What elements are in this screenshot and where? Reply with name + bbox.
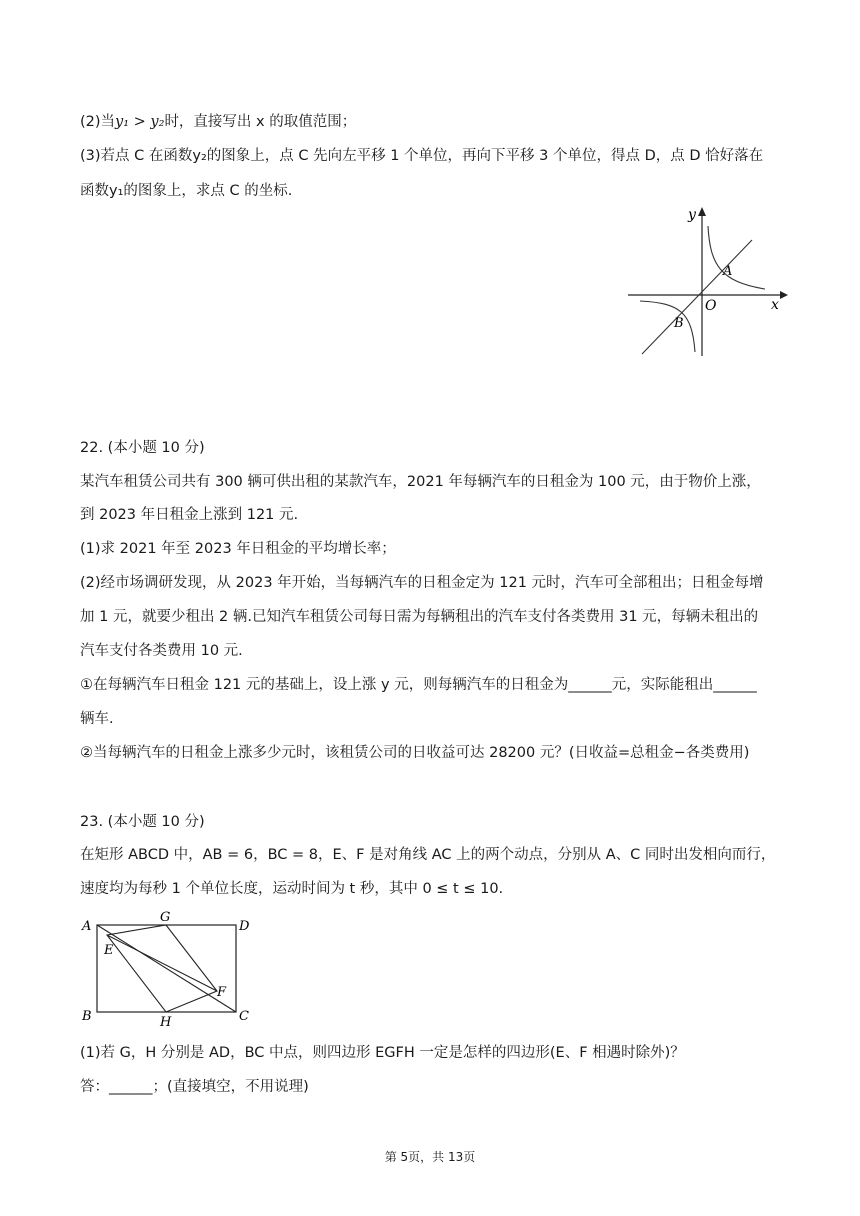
label-b: B [82,1009,92,1024]
q22-part2-line3: 汽车支付各类费用 10 元. [80,643,243,659]
segment-ef [107,935,217,991]
label-g: G [160,910,171,925]
page-footer: 第 5页，共 13页 [384,1150,476,1164]
q21-part3-line2: 函数y₁的图象上，求点 C 的坐标. [80,183,293,199]
quadrilateral-egfh [107,925,217,1012]
q21-part2 [80,112,356,132]
q22-sub1-line1: ①在每辆汽车日租金 121 元的基础上，设上涨 y 元，则每辆汽车的日租金为______元，实际能租出______ [80,677,757,693]
label-e: E [104,943,114,958]
q21-part2-prefix: (2)当 [80,114,116,130]
label-f: F [217,985,227,1000]
diagonal-ac [97,925,236,1012]
q23-answer: 答：______；(直接填空，不用说理) [80,1079,309,1095]
q22-sub1-line2: 辆车. [80,711,114,727]
q21-function-graph [620,204,790,364]
q22-part2-line1: (2)经市场调研发现，从 2023 年开始，当每辆汽车的日租金定为 121 元时，汽车可全部租出；日租金每增 [80,575,764,591]
label-c: C [239,1009,249,1024]
q23-intro-line1: 在矩形 ABCD 中，AB = 6，BC = 8，E、F 是对角线 AC 上的两个动点，分别从 A、C 同时出发相向而行， [80,847,776,863]
label-a: A [82,919,92,934]
q22-part1: (1)求 2021 年至 2023 年日租金的平均增长率； [80,541,396,557]
q21-part3-line1: (3)若点 C 在函数y₂的图象上，点 C 先向左平移 1 个单位，再向下平移 3 个单位，得点 D，点 D 恰好落在 [80,148,764,164]
label-h: H [160,1015,172,1030]
label-origin: O [705,298,717,314]
label-x: x [771,297,779,313]
hyperbola-branch-third-quadrant [640,301,695,352]
q23-header: 23. (本小题 10 分) [80,814,205,830]
linear-function-line [642,240,752,354]
q23-rectangle-figure [76,908,276,1032]
q21-part2-suffix: 时，直接写出 x 的取值范围； [164,114,357,130]
q22-sub2: ②当每辆汽车的日租金上涨多少元时，该租赁公司的日收益可达 28200 元？(日收益=总租金−各类费用) [80,745,750,761]
q23-intro-line2: 速度均为每秒 1 个单位长度，运动时间为 t 秒，其中 0 ≤ t ≤ 10. [80,881,504,897]
q22-header: 22. (本小题 10 分) [80,440,205,456]
q22-part2-line2: 加 1 元，就要少租出 2 辆.已知汽车租赁公司每日需为每辆租出的汽车支付各类费用 31 元，每辆未租出的 [80,609,759,625]
hyperbola-branch-first-quadrant [708,226,765,289]
label-point-a: A [723,264,733,279]
label-y: y [688,207,696,223]
q23-part1: (1)若 G，H 分别是 AD，BC 中点，则四边形 EGFH 一定是怎样的四边形(E、F 相遇时除外)？ [80,1045,685,1061]
label-d: D [239,919,250,934]
x-axis-arrow [780,291,788,299]
q22-intro-line1: 某汽车租赁公司共有 300 辆可供出租的某款汽车，2021 年每辆汽车的日租金为 100 元，由于物价上涨， [80,474,761,490]
q22-intro-line2: 到 2023 年日租金上涨到 121 元. [80,507,299,523]
label-point-b: B [674,316,684,331]
y-axis-arrow [698,207,706,216]
q21-part2-inequality: y₁ > y₂ [115,114,165,130]
